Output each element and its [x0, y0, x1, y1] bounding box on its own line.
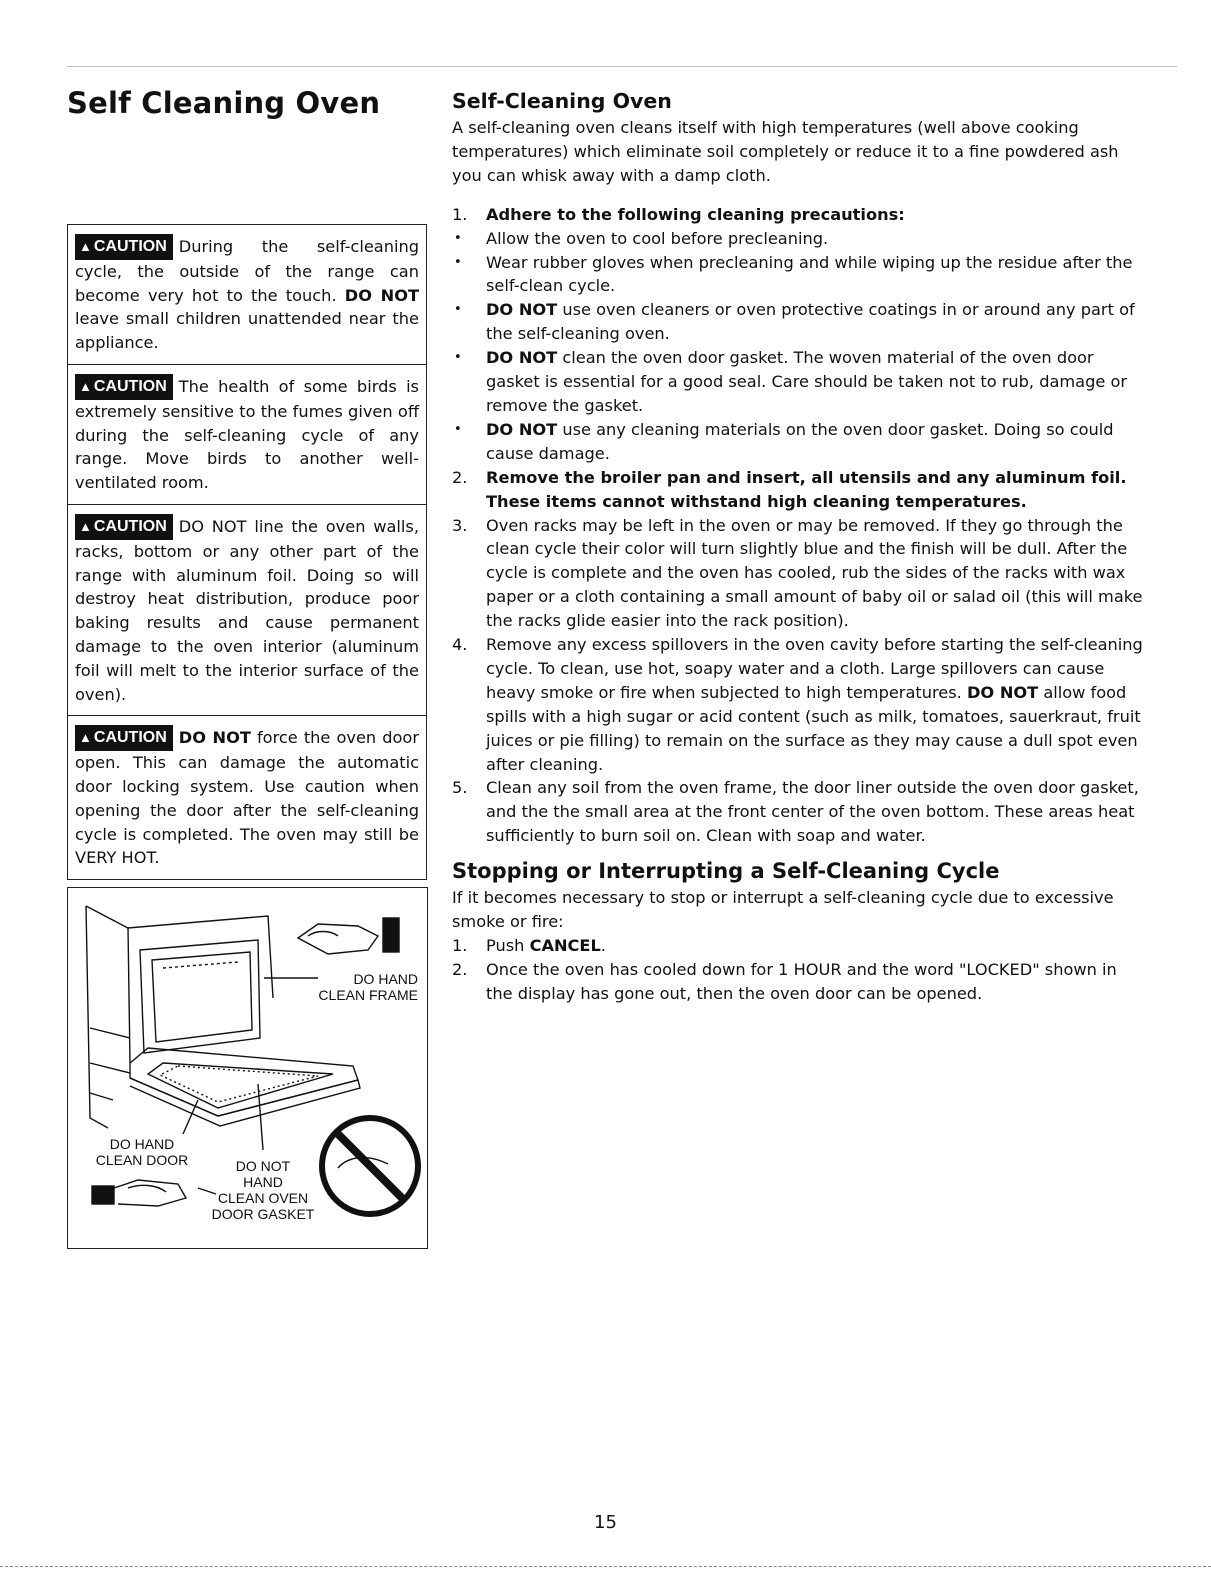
stopping-intro: If it becomes necessary to stop or interrupt a self-cleaning cycle due to excessive smoke or fire: — [452, 888, 1114, 932]
caution-column — [67, 225, 427, 880]
list-item: 1. Adhere to the following cleaning precautions: — [452, 204, 905, 224]
page-title: Self Cleaning Oven — [67, 86, 381, 120]
callout-oven-door-gasket: DO NOT HAND CLEAN OVEN DOOR GASKET — [211, 1158, 315, 1222]
caution-badge: ▲ CAUTION — [75, 725, 173, 751]
warning-triangle-icon: ▲ — [79, 518, 92, 534]
caution-badge: ▲ CAUTION — [75, 374, 173, 400]
top-rule — [67, 66, 1177, 67]
caution-badge: ▲ CAUTION — [75, 234, 173, 260]
page-number: 15 — [594, 1512, 617, 1533]
section-title-self-cleaning: Self-Cleaning Oven — [452, 89, 672, 113]
list-item: 5. Clean any soil from the oven frame, the door liner outside the oven door gasket, and the the small area at the front center of the oven bottom. These areas heat sufficiently to burn soil on. Clean with soap and water. — [452, 778, 1139, 846]
precautions-list — [452, 203, 1147, 848]
list-item: • DO NOT use oven cleaners or oven protective coatings in or around any part of the self-cleaning oven. — [454, 300, 1135, 344]
oven-cleaning-illustration — [67, 887, 428, 1249]
bottom-rule — [0, 1566, 1211, 1567]
warning-triangle-icon: ▲ — [79, 378, 92, 394]
list-item: • Wear rubber gloves when precleaning and while wiping up the residue after the self-clean cycle. — [454, 252, 1133, 296]
list-item: 3. Oven racks may be left in the oven or may be removed. If they go through the clean cycle their color will turn slightly blue and the finish will be dull. After the cycle is complete and the oven has cooled, rub the sides of the racks with wax paper or a cloth containing a small amount of baby oil or salad oil (this will make the racks glide easier into the rack position). — [452, 515, 1143, 631]
right-column — [452, 88, 1147, 1006]
list-item: 4. Remove any excess spillovers in the oven cavity before starting the self-cleaning cycle. To clean, use hot, soapy water and a cloth. Large spillovers can cause heavy smoke or fire when subjected to high temperatures. DO NOT allow food spills with a high sugar or acid content (such as milk, tomatoes, sauerkraut, fruit juices or pie filling) to remain on the surface as they may cause a dull spot even after cleaning. — [452, 635, 1143, 774]
caution-box-door-lock: ▲ CAUTION DO NOT force the oven door open. This can damage the automatic door locking system. Use caution when opening the door after the self-cleaning cycle is completed. The oven may still be VERY HOT. — [67, 715, 427, 880]
warning-triangle-icon: ▲ — [79, 239, 92, 254]
caution-badge: ▲ CAUTION — [75, 514, 173, 540]
section-title-stopping: Stopping or Interrupting a Self-Cleaning Cycle — [452, 859, 1000, 884]
callout-clean-frame: DO HAND CLEAN FRAME — [318, 971, 418, 1003]
callout-clean-door: DO HAND CLEAN DOOR — [95, 1136, 189, 1168]
list-item: • DO NOT use any cleaning materials on the oven door gasket. Doing so could cause damage. — [454, 419, 1114, 463]
caution-box-birds: ▲ CAUTION The health of some birds is extremely sensitive to the fumes given off during the self-cleaning cycle of any range. Move birds to another well-ventilated room. — [67, 364, 427, 505]
caution-box-hot-exterior: ▲ CAUTION During the self-cleaning cycle, the outside of the range can become very hot to the touch. DO NOT leave small children unattended near the appliance. — [67, 224, 427, 365]
list-item: • Allow the oven to cool before precleaning. — [454, 228, 829, 248]
caution-box-aluminum-foil: ▲ CAUTION DO NOT line the oven walls, racks, bottom or any other part of the range with aluminum foil. Doing so will destroy heat distribution, produce poor baking results and cause permanent damage to the oven interior (aluminum foil will melt to the interior surface of the oven). — [67, 504, 427, 716]
warning-triangle-icon: ▲ — [79, 730, 92, 746]
list-item: 2. Remove the broiler pan and insert, all utensils and any aluminum foil. These items cannot withstand high cleaning temperatures. — [452, 467, 1127, 511]
list-item: • DO NOT clean the oven door gasket. The woven material of the oven door gasket is essential for a good seal. Care should be taken not to rub, damage or remove the gasket. — [454, 348, 1128, 415]
list-item: 1. Push CANCEL. — [452, 936, 606, 955]
self-cleaning-intro: A self-cleaning oven cleans itself with high temperatures (well above cooking temperatures) which eliminate soil completely or reduce it to a fine powdered ash you can whisk away with a damp cloth. — [452, 118, 1119, 185]
list-item: 2. Once the oven has cooled down for 1 HOUR and the word "LOCKED" shown in the display has gone out, then the oven door can be opened. — [452, 959, 1117, 1003]
